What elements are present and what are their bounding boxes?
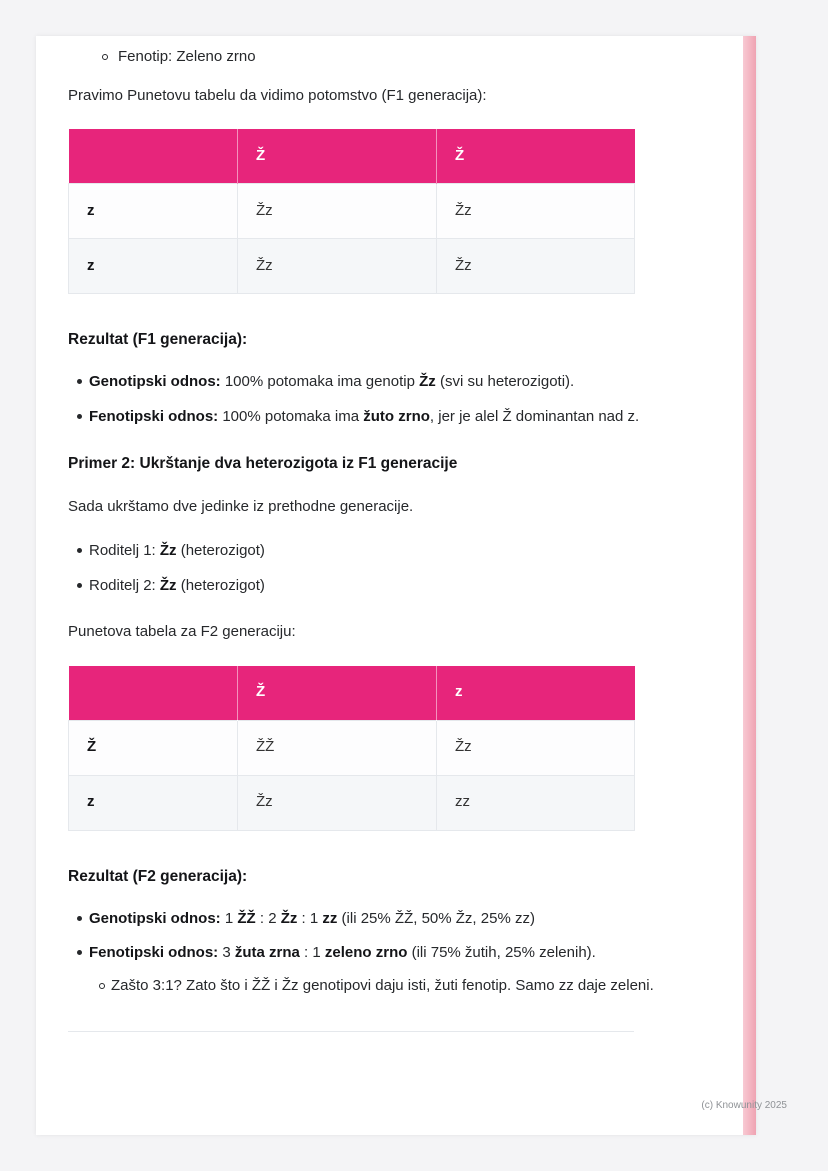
circle-bullet-marker (97, 975, 111, 998)
text-segment: 3 (218, 944, 235, 962)
bullet-marker (75, 908, 89, 931)
table-cell: Žz (437, 720, 635, 775)
bold-text-segment: Žz (159, 542, 177, 559)
paragraph-f2-intro: Punetova tabela za F2 generaciju: (68, 623, 296, 640)
bold-text-segment: Žz (419, 373, 436, 391)
table-cell: z (69, 239, 238, 294)
table-cell: z (69, 775, 238, 830)
table-cell: zz (437, 775, 635, 830)
table-header-cell: Ž (437, 129, 635, 184)
nested-list-item (97, 975, 680, 998)
text-segment: , jer je alel Ž dominantan nad z. (429, 407, 640, 425)
text-segment: 100% potomaka ima genotip (220, 373, 420, 391)
paragraph-f1-intro: Pravimo Punetovu tabelu da vidimo potomstvo (F1 generacija): (68, 86, 487, 104)
table-header-cell: Ž (238, 129, 437, 184)
table-row (69, 184, 635, 239)
table-cell: z (69, 184, 238, 239)
text-segment: Zašto 3:1? Zato što i ŽŽ i Žz genotipovi daju isti, žuti fenotip. Samo zz daje zeleni. (111, 976, 654, 994)
list-item (75, 371, 680, 394)
table-header-cell (69, 129, 238, 184)
bold-text-segment: žuto zrno (363, 407, 430, 425)
table-header-cell: Ž (238, 666, 437, 721)
section-heading-f2-result: Rezultat (F2 generacija): (68, 867, 248, 885)
document-content (68, 46, 680, 1032)
section-divider (68, 1031, 634, 1032)
circle-bullet-marker (100, 46, 118, 69)
table-cell: Žz (437, 239, 635, 294)
list-item (75, 540, 680, 563)
text-segment: (heterozigot) (176, 542, 265, 559)
list-item-text (89, 371, 680, 394)
text-segment: Roditelj 1: (89, 542, 160, 559)
f2-result-list (68, 908, 680, 998)
table-header-row (69, 129, 635, 184)
text-segment: 100% potomaka ima (218, 407, 364, 425)
table-cell: Žz (238, 239, 437, 294)
text-segment: : 1 (299, 944, 325, 962)
table-cell: ŽŽ (238, 720, 437, 775)
table-header-row (69, 666, 635, 721)
table-cell: Žz (238, 775, 437, 830)
text-segment: (heterozigot) (176, 576, 265, 594)
table-row (69, 239, 635, 294)
text-segment: (ili 75% žutih, 25% zelenih). (407, 944, 596, 962)
f1-result-list (68, 371, 680, 428)
table-row (69, 775, 635, 830)
document-page (36, 36, 756, 1135)
roditelj-list (68, 540, 680, 597)
text-segment: 1 (220, 909, 238, 927)
section-heading-f1-result: Rezultat (F1 generacija): (68, 331, 248, 348)
text-segment: : 2 (255, 909, 281, 927)
text-segment: : 1 (297, 909, 323, 927)
text-segment: Roditelj 2: (89, 576, 160, 594)
section-heading-primer2: Primer 2: Ukrštanje dva heterozigota iz F1 generacije (68, 455, 458, 473)
list-item-text (89, 575, 680, 598)
punnett-table-f1 (68, 129, 635, 294)
bold-text-segment: zeleno zrno (324, 944, 408, 962)
list-item (100, 46, 680, 69)
table-cell: Ž (69, 720, 238, 775)
list-item (75, 575, 680, 598)
list-item-text (89, 942, 680, 965)
table-row (69, 720, 635, 775)
page-edge-stripe (743, 36, 756, 1135)
list-item-text (118, 46, 680, 69)
bullet-marker (75, 942, 89, 997)
watermark-text: (c) Knowunity 2025 (701, 1100, 787, 1111)
list-item-body (89, 942, 680, 997)
text-segment: (svi su heterozigoti). (435, 373, 575, 391)
bold-text-segment: Fenotipski odnos: (89, 407, 219, 425)
bold-text-segment: zz (322, 909, 338, 927)
bold-text-segment: Žz (280, 909, 298, 927)
table-cell: Žz (437, 184, 635, 239)
table-header-cell: z (437, 666, 635, 721)
bold-text-segment: Fenotipski odnos: (89, 944, 219, 962)
list-item (75, 406, 680, 429)
lead-sublist (68, 46, 680, 69)
table-cell: Žz (238, 184, 437, 239)
list-item-text (111, 975, 680, 998)
list-item-text (89, 406, 680, 429)
text-segment: (ili 25% ŽŽ, 50% Žz, 25% zz) (337, 909, 535, 927)
punnett-table-f2 (68, 666, 635, 831)
bold-text-segment: žuta zrna (234, 944, 300, 962)
list-item (75, 942, 680, 997)
table-header-cell (69, 666, 238, 721)
bullet-marker (75, 575, 89, 598)
bold-text-segment: Žz (159, 576, 177, 594)
bullet-marker (75, 371, 89, 394)
list-item-text (89, 540, 680, 563)
bullet-marker (75, 406, 89, 429)
bold-text-segment: Genotipski odnos: (89, 909, 221, 927)
paragraph-sada: Sada ukrštamo dve jedinke iz prethodne generacije. (68, 497, 414, 515)
bold-text-segment: Genotipski odnos: (89, 373, 221, 391)
bullet-marker (75, 540, 89, 563)
list-item (75, 908, 680, 931)
list-item-text (89, 908, 680, 931)
text-segment: Fenotip: Zeleno zrno (118, 48, 256, 65)
bold-text-segment: ŽŽ (237, 909, 256, 927)
